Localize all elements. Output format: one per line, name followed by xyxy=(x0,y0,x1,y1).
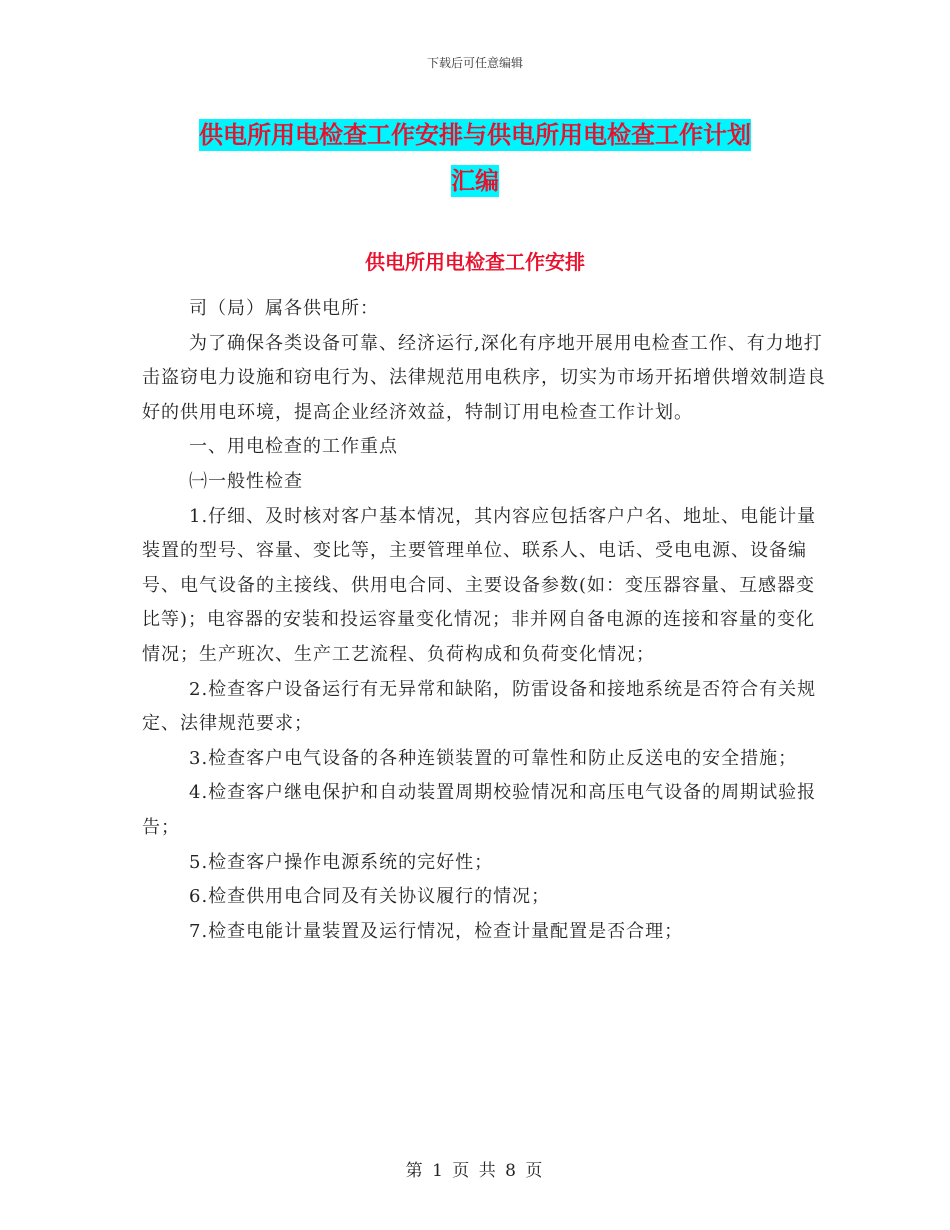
paragraph-item-7: 7.检查电能计量装置及运行情况，检查计量配置是否合理； xyxy=(189,920,684,942)
paragraph-item-2: 2.检查客户设备运行有无异常和缺陷，防雷设备和接地系统是否符合有关规定、法律规范要求； xyxy=(142,678,817,735)
paragraph-subheading-1: ㈠一般性检查 xyxy=(189,470,303,492)
document-title xyxy=(140,112,810,204)
section-title: 供电所用电检查工作安排 xyxy=(365,250,585,274)
page-footer: 第 1 页 共 8 页 xyxy=(405,1161,545,1181)
paragraph-item-1: 1.仔细、及时核对客户基本情况，其内容应包括客户户名、地址、电能计量装置的型号、容量、变比等，主要管理单位、联系人、电话、受电电源、设备编号、电气设备的主接线、供用电合同、主要设备参数(如：变压器容量、互感器变比等)；电容器的安装和投运容量变化情况；非并网自备电源的连接和容量的变化情况；生产班次、生产工艺流程、负荷构成和负荷变化情况； xyxy=(142,505,817,665)
paragraph-intro: 为了确保各类设备可靠、经济运行,深化有序地开展用电检查工作、有力地打击盗窃电力设施和窃电行为、法律规范用电秩序，切实为市场开拓增供增效制造良好的供用电环境，提高企业经济效益，特制订用电检查工作计划。 xyxy=(142,332,826,423)
paragraph-item-5: 5.检查客户操作电源系统的完好性； xyxy=(189,851,494,873)
document-title-line-2: 汇编 xyxy=(451,167,499,195)
body-text xyxy=(142,292,832,949)
paragraph-item-4: 4.检查客户继电保护和自动装置周期校验情况和高压电气设备的周期试验报告； xyxy=(142,782,817,838)
paragraph-item-3: 3.检查客户电气设备的各种连锁装置的可靠性和防止反送电的安全措施； xyxy=(189,747,798,769)
header-note: 下载后可任意编辑 xyxy=(426,56,523,70)
paragraph-item-6: 6.检查供用电合同及有关协议履行的情况； xyxy=(189,886,551,908)
document-title-line-1: 供电所用电检查工作安排与供电所用电检查工作计划 xyxy=(199,121,751,149)
paragraph-salutation: 司（局）属各供电所： xyxy=(189,298,379,319)
paragraph-heading-1: 一、用电检查的工作重点 xyxy=(189,436,398,458)
